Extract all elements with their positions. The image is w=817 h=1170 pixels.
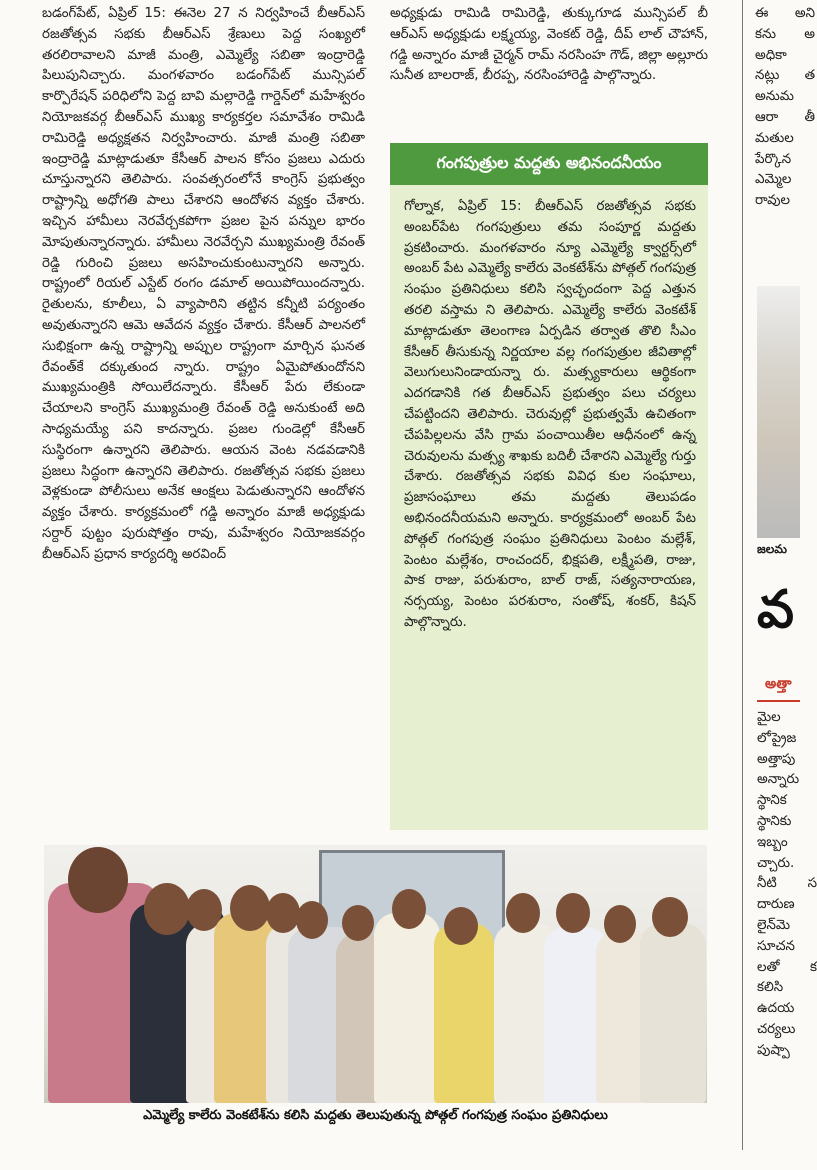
photo-person-head: [296, 901, 328, 939]
photo-person: [374, 913, 440, 1103]
right-photo-caption: జలమ: [757, 542, 787, 556]
story-body-text: గోల్నాక, ఏప్రిల్ 15: బీఆర్ఎస్ రజతోత్సవ సభకు అంబర్‌పేట గంగపుత్రులు తమ సంపూర్ణ మద్దతు ప్రకటించారు. మంగళవారం న్యూ ఎమ్మెల్యే క్వార్టర్స్‌లో అంబర్ పేట ఎమ్మెల్యే కాలేరు వెంకటేశ్‌ను పోత్గల్ గంగపుత్ర సంఘం ప్రతినిధులు కలిసి స్వచ్ఛందంగా పెద్ద ఎత్తున తరలి వస్తామ ని తెలిపారు. ఎమ్మెల్యే కాలేరు వెంకటేశ్ మాట్లాడుతూ తెలంగాణ ఏర్పడిన తర్వాత తొలి సీఎం కేసీఆర్ తీసుకున్న నిర్ణయాల వల్ల గంగపుత్రుల జీవితాల్లో వెలుగులునిండాయన్నా రు. మత్స్యకారులు ఆర్థికంగా ఎదగడానికి గత బీఆర్ఎస్ ప్రభుత్వం పలు చర్యలు చేపట్టిందని తెలిపారు. చెరువుల్లో ప్రభుత్వమే ఉచితంగా చేపపిల్లలను వేసి గ్రామ పంచాయితీల ఆధీనంలో ఉన్న చెరువులను మత్స్య శాఖకు బదిలీ చేశారని ఎమ్మెల్యే గుర్తు చేశారు. రజతోత్సవ సభకు వివిధ కుల సంఘాలు, ప్రజాసంఘాలు తమ మద్దతు తెలుపడం అభినందనీయమని అన్నారు. కార్యక్రమంలో అంబర్ పేట పోత్గల్ గంగపుత్ర సంఘం ప్రతినిధులు పెంటం మల్లేశ్, పెంటం మల్లేశం, రాంచందర్, భిక్షపతి, లక్ష్మీపతి, రాజు, పాక రాజు, పరుశురాం, బాల్ రాజ్, సత్యనారాయణ, నర్సయ్య, పెంటం పరశురాం, సంతోష్, శంకర్, కిషన్ పాల్గొన్నారు.: [404, 199, 696, 630]
photo-person-head: [342, 905, 374, 941]
right-sub-headline-rule: [757, 700, 800, 702]
photo-person-head: [144, 883, 190, 935]
photo-person-head: [266, 893, 300, 933]
story-headline: గంగపుత్రుల మద్దతు అభినందనీయం: [436, 152, 662, 172]
story-body-box: [390, 185, 708, 830]
column-divider: [742, 0, 743, 1150]
photo-person-head: [68, 847, 128, 913]
photo-person-head: [444, 907, 478, 945]
right-column-top-text: [755, 4, 815, 254]
story-headline-banner: [390, 143, 708, 185]
right-photo: [757, 286, 800, 538]
middle-article-continuation: [390, 4, 708, 134]
photo-person: [640, 923, 706, 1103]
left-article-text: బడంగ్‌పేట్, ఏప్రిల్ 15: ఈనెల 27 న నిర్వహించే బీఆర్ఎస్ రజతోత్సవ సభకు బీఆర్ఎస్ శ్రేణులు పెద్ద సంఖ్యలో తరలిరావాలని మాజీ మంత్రి, ఎమ్మెల్యే సబితా ఇంద్రారెడ్డి పిలుపునిచ్చారు. మంగళవారం బడంగ్‌పేట్ మున్సిపల్ కార్పొరేషన్ పరిధిలోని పెద్ద బావి మల్లారెడ్డి గార్డెన్‌లో మహేశ్వరం నియోజకవర్గ బీఆర్ఎస్ ముఖ్య కార్యకర్తల సమావేశం రామిడి రామిరెడ్డి అధ్యక్షతన నిర్వహించారు. మాజీ మంత్రి సబితా ఇంద్రారెడ్డి మాట్లాడుతూ కేసీఆర్ పాలన కోసం ప్రజలు ఎదురు చూస్తున్నారని తెలిపారు. సంవత్సరంలోనే కాంగ్రెస్ ప్రభుత్వం రాష్ట్రాన్ని అధోగతి పాలు చేశారని ఆందోళన వ్యక్తం చేశారు. ఇచ్చిన హామీలు నెరవేర్చకపోగా ప్రజల పైన పన్నుల భారం మోపుతున్నారన్నారు. హామీలు నెరవేర్చని ముఖ్యమంత్రి రేవంత్ రెడ్డి గురించి ప్రజలు అసహించుకుంటున్నారని అన్నారు. రాష్ట్రంలో రియల్ ఎస్టేట్ రంగం డమాల్ అయిపోయిందన్నారు. రైతులను, కూలీలు, ఏ వ్యాపారిని తట్టిన కన్నీటి పర్యంతం అవుతున్నారని ఆమె ఆవేదన వ్యక్తం చేశారు. కేసీఆర్ పాలనలో సుభిక్షంగా ఉన్న రాష్ట్రాన్ని అప్పుల రాష్ట్రంగా మార్చిన ఘనత రేవంత్‌కే దక్కుతుంద న్నారు. రాష్ట్రం ఏమైపోతుందోనని ముఖ్యమంత్రికి సోయిలేదన్నారు. కేసీఆర్ పేరు లేకుండా చేయాలని కాంగ్రెస్ ముఖ్యమంత్రి రేవంత్ రెడ్డి అనుకుంటే అది సాధ్యమయ్యే పని కాదన్నారు. ప్రజల గుండెల్లో కేసీఆర్ సుస్థిరంగా ఉన్నారని తెలిపారు. ఆయన వెంట నడవడానికి ప్రజలు సిద్ధంగా ఉన్నారని తెలిపారు. రజతోత్సవ సభకు ప్రజలు వెళ్లకుండా పోలీసులు అనేక ఆంక్షలు పెడుతున్నారని ఆందోళన వ్యక్తం చేశారు. కార్యక్రమంలో గడ్డి అన్నారం మాజీ అధ్యక్షుడు సర్దార్ పుట్టం పురుషోత్తం రావు, మహేశ్వరం నియోజకవర్గం బీఆర్ఎస్ ప్రధాన కార్యదర్శి అరవింద్: [42, 6, 365, 562]
right-top-text: ఈ అని కను అ అధికా నట్లు త అనుమ ఆరా తీ మతుల పేర్కొన ఎమ్మెల రావుల: [755, 6, 815, 209]
right-body-text: మైల లోప్రైజ అత్తాపు అన్నారు స్థానిక స్థానికు ఇబ్బం చ్చారు. నీటి స దారుణ లైన్‌మె సూచన లతో క కలిసి ఉదయ చర్యలు పుష్పా: [757, 710, 817, 1058]
photo-person-head: [604, 905, 636, 943]
right-sub-headline: అత్తా: [765, 676, 792, 692]
photo-person-head: [392, 889, 426, 929]
middle-continuation-text: అధ్యక్షుడు రామిడి రామిరెడ్డి, తుక్కుగూడ మున్సిపల్ బీ ఆర్ఎస్ అధ్యక్షుడు లక్ష్మయ్య, వెంకట్ రెడ్డి, దీప్ లాల్ చౌహాన్, గడ్డి అన్నారం మాజీ చైర్మన్ రామ్ నరసింహ గౌడ్, జిల్లా అల్లూరు సునీత బాలరాజ్, బీరప్ప, నరసింహారెడ్డి పాల్గొన్నారు.: [390, 6, 708, 84]
photo-person-head: [652, 897, 688, 937]
photo-person-head: [506, 893, 540, 933]
photo-person-head: [556, 893, 590, 933]
photo-person: [434, 923, 494, 1103]
group-photo: [44, 845, 707, 1103]
photo-person-head: [230, 885, 270, 931]
right-big-headline: వ: [757, 580, 794, 640]
photo-caption: ఎమ్మెల్యే కాలేరు వెంకటేశ్‌ను కలిసి మద్దతు తెలుపుతున్న పోత్గల్ గంగపుత్ర సంఘం ప్రతినిధులు: [143, 1108, 608, 1123]
right-column-body: [757, 708, 817, 1148]
left-article-column: [42, 4, 365, 834]
